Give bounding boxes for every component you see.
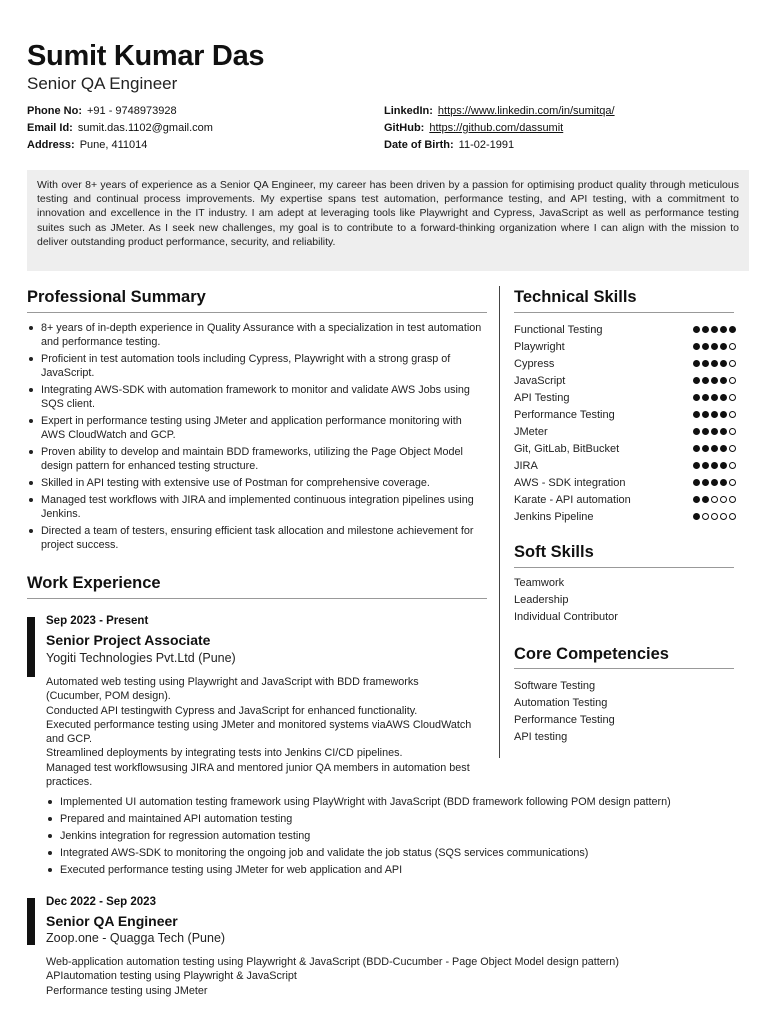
soft-skill-item: Leadership: [514, 594, 569, 606]
skill-rating: [693, 360, 736, 367]
dob-label: Date of Birth:: [384, 139, 454, 151]
work-experience-rule: [27, 598, 487, 599]
rating-dot-filled-icon: [693, 377, 700, 384]
rating-dot-filled-icon: [693, 513, 700, 520]
job-company: Yogiti Technologies Pvt.Ltd (Pune): [46, 651, 236, 665]
phone-row: [27, 103, 213, 120]
rating-dot-filled-icon: [702, 394, 709, 401]
rating-dot-filled-icon: [711, 462, 718, 469]
rating-dot-empty-icon: [729, 411, 736, 418]
skill-rating: [693, 394, 736, 401]
skill-name: JavaScript: [514, 374, 566, 387]
rating-dot-empty-icon: [711, 513, 718, 520]
summary-box: [27, 170, 749, 271]
core-competency-item: API testing: [514, 731, 568, 743]
soft-skills-rule: [514, 567, 734, 568]
rating-dot-filled-icon: [729, 326, 736, 333]
rating-dot-empty-icon: [729, 496, 736, 503]
job-description-line: Streamlined deployments by integrating tests into Jenkins CI/CD pipelines.: [46, 747, 403, 760]
summary-bullet-item: Proven ability to develop and maintain BDD frameworks, utilizing the Page Object Model design pattern for enhanced testing structure.: [27, 445, 482, 473]
rating-dot-empty-icon: [729, 377, 736, 384]
rating-dot-filled-icon: [711, 360, 718, 367]
soft-skills-list: [514, 575, 736, 626]
rating-dot-filled-icon: [711, 445, 718, 452]
rating-dot-empty-icon: [702, 513, 709, 520]
rating-dot-filled-icon: [720, 394, 727, 401]
skill-name: Functional Testing: [514, 323, 603, 336]
skill-row: [514, 321, 736, 338]
rating-dot-filled-icon: [693, 343, 700, 350]
rating-dot-filled-icon: [711, 377, 718, 384]
rating-dot-filled-icon: [693, 411, 700, 418]
skill-row: [514, 508, 736, 525]
job-company: Zoop.one - Quagga Tech (Pune): [46, 931, 226, 945]
github-label: GitHub:: [384, 122, 425, 134]
rating-dot-filled-icon: [720, 462, 727, 469]
core-competencies-title: Core Competencies: [514, 645, 669, 663]
summary-bullet-item: 8+ years of in-depth experience in Quality Assurance with a specialization in test automation and performance testing.: [27, 321, 482, 349]
github-link[interactable]: https://github.com/dassumit: [429, 122, 564, 134]
core-competencies-rule: [514, 668, 734, 669]
rating-dot-filled-icon: [702, 343, 709, 350]
work-experience-title: Work Experience: [27, 574, 161, 592]
rating-dot-filled-icon: [693, 445, 700, 452]
job-bullet-item: Jenkins integration for regression automation testing: [46, 829, 761, 843]
rating-dot-filled-icon: [720, 377, 727, 384]
rating-dot-filled-icon: [720, 428, 727, 435]
skill-name: JIRA: [514, 459, 538, 472]
summary-bullet-item: Skilled in API testing with extensive use of Postman for comprehensive coverage.: [27, 476, 482, 490]
summary-bullet-item: Integrating AWS-SDK with automation framework to monitor and validate AWS Jobs using SQS client.: [27, 383, 482, 411]
job-title: Senior Project Associate: [46, 632, 211, 648]
job-date: Dec 2022 - Sep 2023: [46, 896, 156, 908]
job-description-line: Managed test workflowsusing JIRA and mentored junior QA members in automation best practices.: [46, 761, 473, 789]
rating-dot-filled-icon: [711, 394, 718, 401]
skill-row: [514, 355, 736, 372]
skill-rating: [693, 445, 736, 452]
rating-dot-empty-icon: [729, 394, 736, 401]
rating-dot-filled-icon: [693, 428, 700, 435]
rating-dot-filled-icon: [693, 394, 700, 401]
rating-dot-empty-icon: [729, 513, 736, 520]
rating-dot-empty-icon: [729, 462, 736, 469]
skill-row: [514, 389, 736, 406]
linkedin-label: LinkedIn:: [384, 105, 433, 117]
technical-skills-list: [514, 321, 736, 525]
address-label: Address:: [27, 139, 75, 151]
professional-summary-list: [27, 321, 482, 555]
rating-dot-filled-icon: [702, 462, 709, 469]
core-competency-item: Automation Testing: [514, 697, 608, 709]
rating-dot-filled-icon: [702, 496, 709, 503]
job-description: [46, 675, 476, 789]
rating-dot-filled-icon: [711, 343, 718, 350]
skill-rating: [693, 377, 736, 384]
skill-row: [514, 474, 736, 491]
job-marker-bar: [27, 898, 35, 945]
contact-left: [27, 103, 213, 154]
job-bullet-item: Implemented UI automation testing framework using PlayWright with JavaScript (BDD framework following POM design pattern): [46, 795, 761, 809]
email-row: [27, 120, 213, 137]
rating-dot-filled-icon: [702, 377, 709, 384]
skill-row: [514, 491, 736, 508]
rating-dot-filled-icon: [702, 479, 709, 486]
rating-dot-filled-icon: [693, 462, 700, 469]
skill-name: Jenkins Pipeline: [514, 510, 594, 523]
job-description-line: Automated web testing using Playwright and JavaScript with BDD frameworks (Cucumber, POM design).: [46, 676, 422, 703]
rating-dot-empty-icon: [711, 496, 718, 503]
summary-bullet-item: Directed a team of testers, ensuring efficient task allocation and milestone achievement for project success.: [27, 524, 482, 552]
core-competency-item: Software Testing: [514, 680, 596, 692]
rating-dot-filled-icon: [702, 428, 709, 435]
skill-name: JMeter: [514, 425, 548, 438]
contact-right: [384, 103, 615, 154]
summary-text: With over 8+ years of experience as a Senior QA Engineer, my career has been driven by a passion for optimising product quality through meticulous testing and continual process improvements. My expertise spans test automation, performance testing, and API testing, with a commitment to innovation and excellence in the IT industry. I am adept at leveraging tools like Playwright and Cypress, JavaScript as well as performance testing suites such as JMeter. As I seek new challenges, my goal is to contribute to a forward-thinking organization where I can align with the mission to deliver outstanding product performance, security, and reliability.: [37, 179, 739, 248]
address-row: [27, 137, 213, 154]
soft-skill-item: Teamwork: [514, 577, 565, 589]
rating-dot-filled-icon: [693, 496, 700, 503]
rating-dot-filled-icon: [711, 411, 718, 418]
rating-dot-filled-icon: [720, 479, 727, 486]
rating-dot-empty-icon: [729, 479, 736, 486]
dob-row: [384, 137, 615, 154]
rating-dot-filled-icon: [693, 360, 700, 367]
rating-dot-filled-icon: [702, 326, 709, 333]
linkedin-row: [384, 103, 615, 120]
skill-rating: [693, 462, 736, 469]
skill-row: [514, 338, 736, 355]
rating-dot-empty-icon: [729, 445, 736, 452]
professional-summary-title: Professional Summary: [27, 288, 206, 306]
rating-dot-filled-icon: [702, 411, 709, 418]
job-description-line: Conducted API testingwith Cypress and JavaScript for enhanced functionality.: [46, 704, 418, 717]
rating-dot-empty-icon: [729, 343, 736, 350]
address-value: Pune, 411014: [79, 139, 148, 151]
linkedin-link[interactable]: https://www.linkedin.com/in/sumitqa/: [437, 105, 615, 117]
rating-dot-filled-icon: [720, 360, 727, 367]
job-date: Sep 2023 - Present: [46, 615, 149, 627]
job-bullet-item: Prepared and maintained API automation testing: [46, 812, 761, 826]
skill-name: Karate - API automation: [514, 493, 631, 506]
phone-label: Phone No:: [27, 105, 82, 117]
skill-row: [514, 372, 736, 389]
skill-name: Performance Testing: [514, 408, 615, 421]
rating-dot-filled-icon: [693, 326, 700, 333]
job-title: Senior QA Engineer: [46, 913, 178, 929]
skill-name: Git, GitLab, BitBucket: [514, 442, 620, 455]
rating-dot-empty-icon: [729, 428, 736, 435]
soft-skills-title: Soft Skills: [514, 543, 594, 561]
email-label: Email Id:: [27, 122, 73, 134]
skill-rating: [693, 343, 736, 350]
core-competency-item: Performance Testing: [514, 714, 615, 726]
rating-dot-filled-icon: [720, 411, 727, 418]
skill-row: [514, 440, 736, 457]
skill-row: [514, 406, 736, 423]
rating-dot-filled-icon: [702, 445, 709, 452]
rating-dot-filled-icon: [711, 479, 718, 486]
core-competencies-list: [514, 678, 736, 746]
technical-skills-rule: [514, 312, 734, 313]
candidate-role: Senior QA Engineer: [27, 74, 178, 93]
rating-dot-filled-icon: [693, 479, 700, 486]
job-bullets: [46, 795, 761, 880]
skill-name: AWS - SDK integration: [514, 476, 626, 489]
skill-name: Cypress: [514, 357, 555, 370]
skill-name: API Testing: [514, 391, 570, 404]
rating-dot-empty-icon: [720, 496, 727, 503]
job-description-line: Executed performance testing using JMeter and monitored systems viaAWS CloudWatch and GCP.: [46, 718, 475, 746]
github-row: [384, 120, 615, 137]
job-description-line: Performance testing using JMeter: [46, 984, 208, 997]
job-bullet-item: Executed performance testing using JMeter for web application and API: [46, 863, 761, 877]
phone-value: +91 - 9748973928: [87, 105, 177, 117]
rating-dot-filled-icon: [711, 326, 718, 333]
technical-skills-title: Technical Skills: [514, 288, 637, 306]
summary-bullet-item: Proficient in test automation tools including Cypress, Playwright with a strong grasp of JavaScript.: [27, 352, 482, 380]
job-description-line: APIautomation testing using Playwright & JavaScript: [46, 970, 297, 983]
rating-dot-filled-icon: [720, 445, 727, 452]
rating-dot-filled-icon: [702, 360, 709, 367]
rating-dot-filled-icon: [711, 428, 718, 435]
email-value: sumit.das.1102@gmail.com: [77, 122, 213, 134]
candidate-name: Sumit Kumar Das: [27, 40, 265, 72]
rating-dot-empty-icon: [729, 360, 736, 367]
rating-dot-filled-icon: [720, 326, 727, 333]
skill-rating: [693, 428, 736, 435]
rating-dot-filled-icon: [720, 343, 727, 350]
job-bullet-item: Integrated AWS-SDK to monitoring the ongoing job and validate the job status (SQS services communications): [46, 846, 761, 860]
rating-dot-empty-icon: [720, 513, 727, 520]
summary-bullet-item: Expert in performance testing using JMeter and application performance monitoring with AWS CloudWatch and GCP.: [27, 414, 482, 442]
skill-rating: [693, 513, 736, 520]
skill-rating: [693, 411, 736, 418]
skill-row: [514, 457, 736, 474]
summary-bullet-item: Managed test workflows with JIRA and implemented continuous integration pipelines using Jenkins.: [27, 493, 482, 521]
dob-value: 11-02-1991: [458, 139, 515, 151]
job-description: [46, 955, 746, 998]
job-marker-bar: [27, 617, 35, 677]
job-description-line: Web-application automation testing using Playwright & JavaScript (BDD-Cucumber - Page Object Model design pattern): [46, 956, 619, 968]
skill-row: [514, 423, 736, 440]
soft-skill-item: Individual Contributor: [514, 611, 618, 623]
column-divider: [499, 286, 500, 758]
professional-summary-rule: [27, 312, 487, 313]
skill-rating: [693, 479, 736, 486]
skill-name: Playwright: [514, 340, 565, 353]
skill-rating: [693, 326, 736, 333]
skill-rating: [693, 496, 736, 503]
